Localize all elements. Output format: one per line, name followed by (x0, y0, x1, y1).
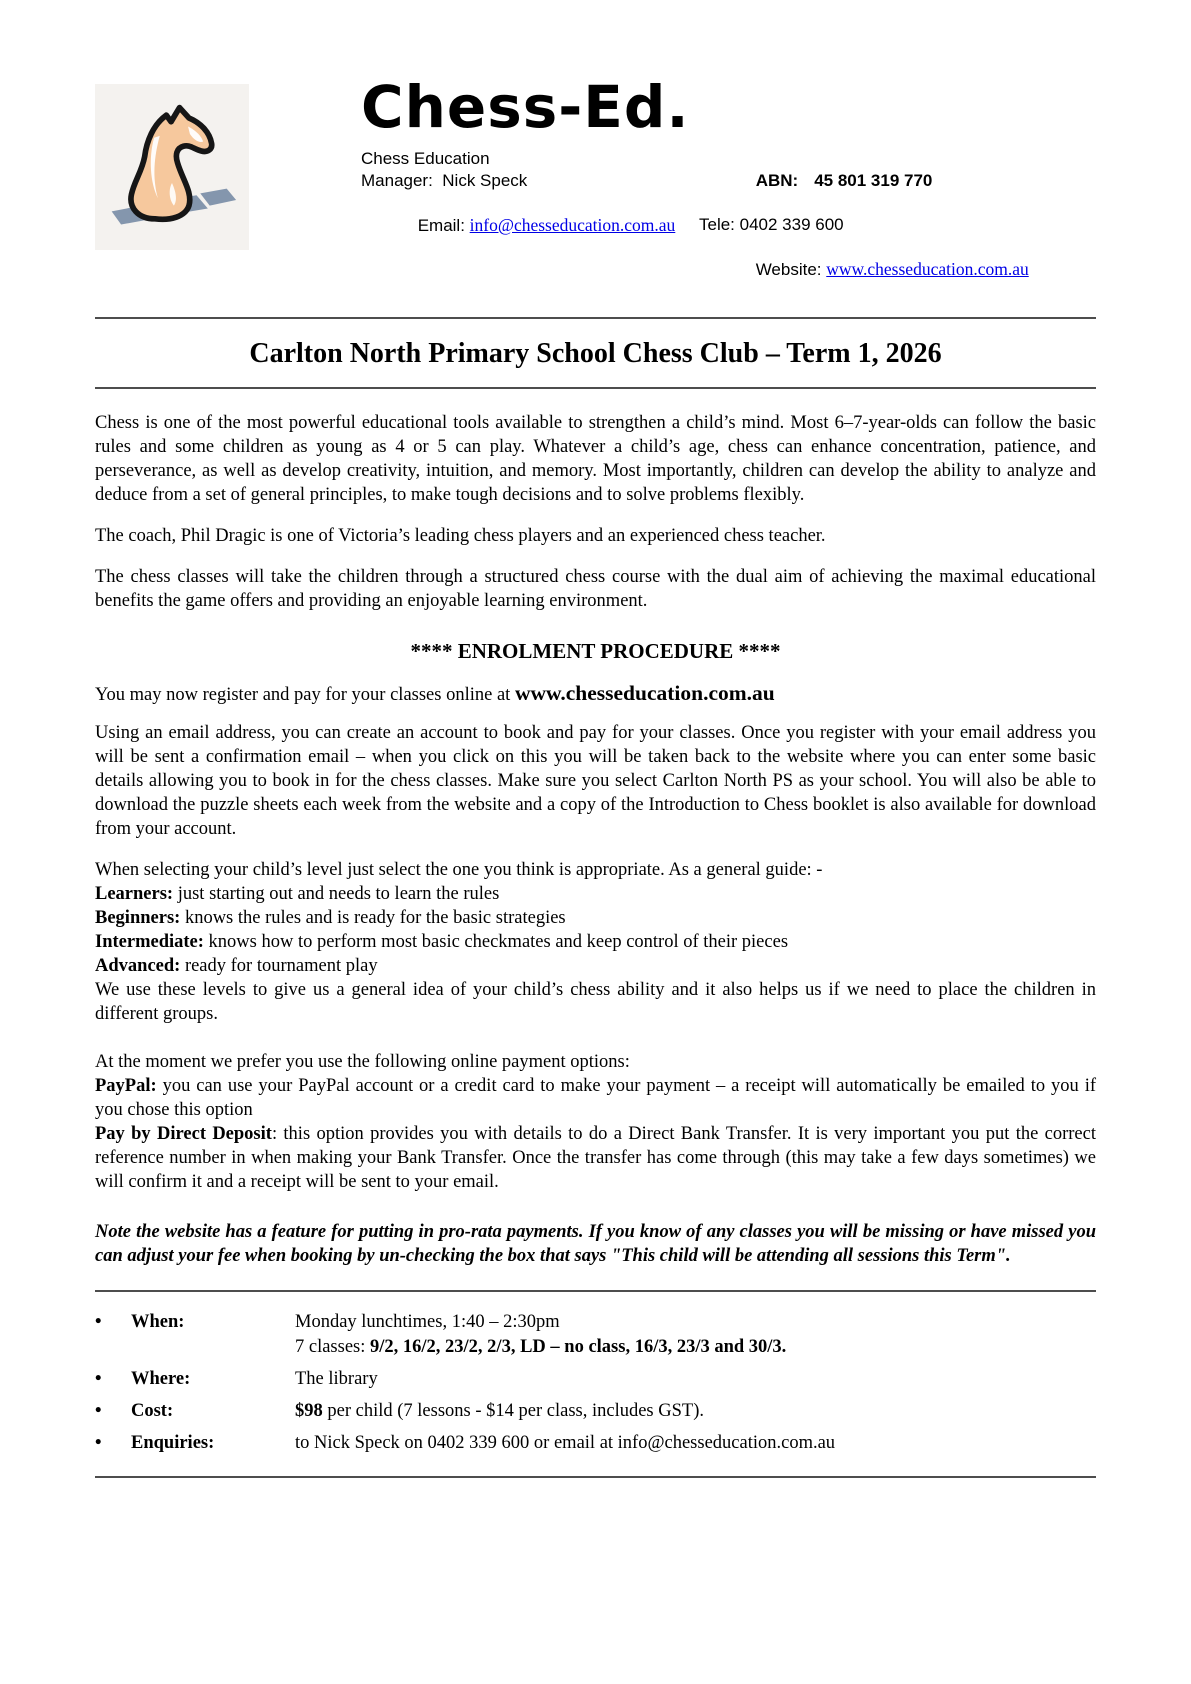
where-value: The library (295, 1368, 378, 1389)
levels-guide (95, 858, 1096, 1026)
level-item-beginners: Beginners: knows the rules and is ready for the basic strategies (95, 907, 566, 928)
info-row-when (95, 1310, 1096, 1360)
website-line (699, 236, 1029, 303)
divider-bottom (95, 1476, 1096, 1478)
contact-right-column (699, 148, 1029, 303)
register-line: You may now register and pay for your classes online at www.chesseducation.com.au (95, 680, 775, 705)
level-item-advanced: Advanced: ready for tournament play (95, 955, 378, 976)
bullet-icon (95, 1399, 131, 1424)
brand-title: Chess-Ed. (361, 73, 690, 141)
payment-item-paypal: PayPal: you can use your PayPal account or a credit card to make your payment – a receipt will automatically be emailed to you if you chose this option (95, 1075, 1096, 1120)
document-body (95, 389, 1096, 1268)
org-name: Chess Education (361, 148, 490, 168)
abn-label: ABN: (755, 170, 799, 190)
info-list (95, 1310, 1096, 1456)
coach-paragraph: The coach, Phil Dragic is one of Victoria’s leading chess players and an experienced chess teacher. (95, 525, 826, 546)
enrolment-heading: **** ENROLMENT PROCEDURE **** (410, 638, 781, 663)
payment-item-direct-deposit: Pay by Direct Deposit: this option provides you with details to do a Direct Bank Transfer. It is very important you put the correct reference number in when making your Bank Transfer. Once the transfer has come through (this may take a few days sometimes) we will confirm it and a receipt will be sent to your email. (95, 1123, 1096, 1192)
header (95, 73, 1096, 303)
knight-icon (106, 96, 238, 238)
abn-line (699, 148, 1029, 214)
info-row-cost (95, 1399, 1096, 1424)
contact-info (361, 148, 1096, 303)
page-title: Carlton North Primary School Chess Club – Term 1, 2026 (249, 337, 942, 369)
knight-logo (95, 84, 249, 250)
abn-value: 45 801 319 770 (814, 170, 933, 190)
level-item-intermediate: Intermediate: knows how to perform most basic checkmates and keep control of their pieces (95, 931, 789, 952)
cost-label: Cost: (131, 1400, 174, 1421)
contact-left-column (361, 148, 699, 303)
info-row-enquiries (95, 1431, 1096, 1456)
levels-intro: When selecting your child’s level just select the one you think is appropriate. As a general guide: - (95, 859, 823, 880)
when-line-2: 7 classes: 9/2, 16/2, 23/2, 2/3, LD – no class, 16/3, 23/3 and 30/3. (295, 1336, 787, 1357)
enquiries-value: to Nick Speck on 0402 339 600 or email at info@chesseducation.com.au (295, 1432, 836, 1453)
payments-intro: At the moment we prefer you use the following online payment options: (95, 1051, 630, 1072)
manager-line: Manager: Nick Speck (361, 170, 528, 190)
email-label: Email: (417, 215, 470, 235)
classes-paragraph: The chess classes will take the children through a structured chess course with the dual aim of achieving the maximal educational benefits the game offers and providing an enjoyable learning environment. (95, 566, 1096, 611)
when-line-1: Monday lunchtimes, 1:40 – 2:30pm (295, 1311, 560, 1332)
account-paragraph: Using an email address, you can create an account to book and pay for your classes. Once you register with your email address you will be sent a confirmation email – when you click on this you will be taken back to the website where you can enter some basic details allowing you to book in for the chess classes. Make sure you select Carlton North PS as your school. You will also be able to download the puzzle sheets each week from the website and a copy of the Introduction to Chess booklet is also available for download from your account. (95, 722, 1096, 839)
website-label: Website: (755, 259, 827, 279)
tele-line: Tele: 0402 339 600 (699, 214, 844, 234)
email-line (361, 192, 699, 259)
bullet-icon (95, 1310, 131, 1360)
payment-options (95, 1050, 1096, 1194)
level-item-learners: Learners: just starting out and needs to learn the rules (95, 883, 500, 904)
header-right (361, 73, 1096, 303)
cost-value: $98 per child (7 lessons - $14 per class, includes GST). (295, 1400, 704, 1421)
pro-rata-note: Note the website has a feature for putting in pro-rata payments. If you know of any classes you will be missing or have missed you can adjust your fee when booking by un-checking the box that says "This child will be attending all sessions this Term". (95, 1221, 1096, 1266)
info-row-where (95, 1367, 1096, 1392)
divider-header (95, 317, 1096, 319)
intro-paragraph: Chess is one of the most powerful educational tools available to strengthen a child’s mind. Most 6–7-year-olds can follow the basic rules and some children as young as 4 or 5 can play. Whatever a child’s age, chess can enhance concentration, patience, and perseverance, as well as develop creativity, intuition, and memory. Most importantly, children can develop the ability to analyze and deduce from a set of general principles, to make tough decisions and to solve problems flexibly. (95, 412, 1096, 505)
enquiries-label: Enquiries: (131, 1432, 215, 1453)
when-label: When: (131, 1311, 185, 1332)
email-link[interactable]: info@chesseducation.com.au (469, 214, 676, 235)
bullet-icon (95, 1431, 131, 1456)
bullet-icon (95, 1367, 131, 1392)
when-value (295, 1310, 1096, 1360)
levels-outro: We use these levels to give us a general idea of your child’s chess ability and it also helps us if we need to place the children in different groups. (95, 979, 1096, 1024)
where-label: Where: (131, 1368, 191, 1389)
website-link[interactable]: www.chesseducation.com.au (826, 258, 1029, 279)
divider-info-top (95, 1290, 1096, 1292)
